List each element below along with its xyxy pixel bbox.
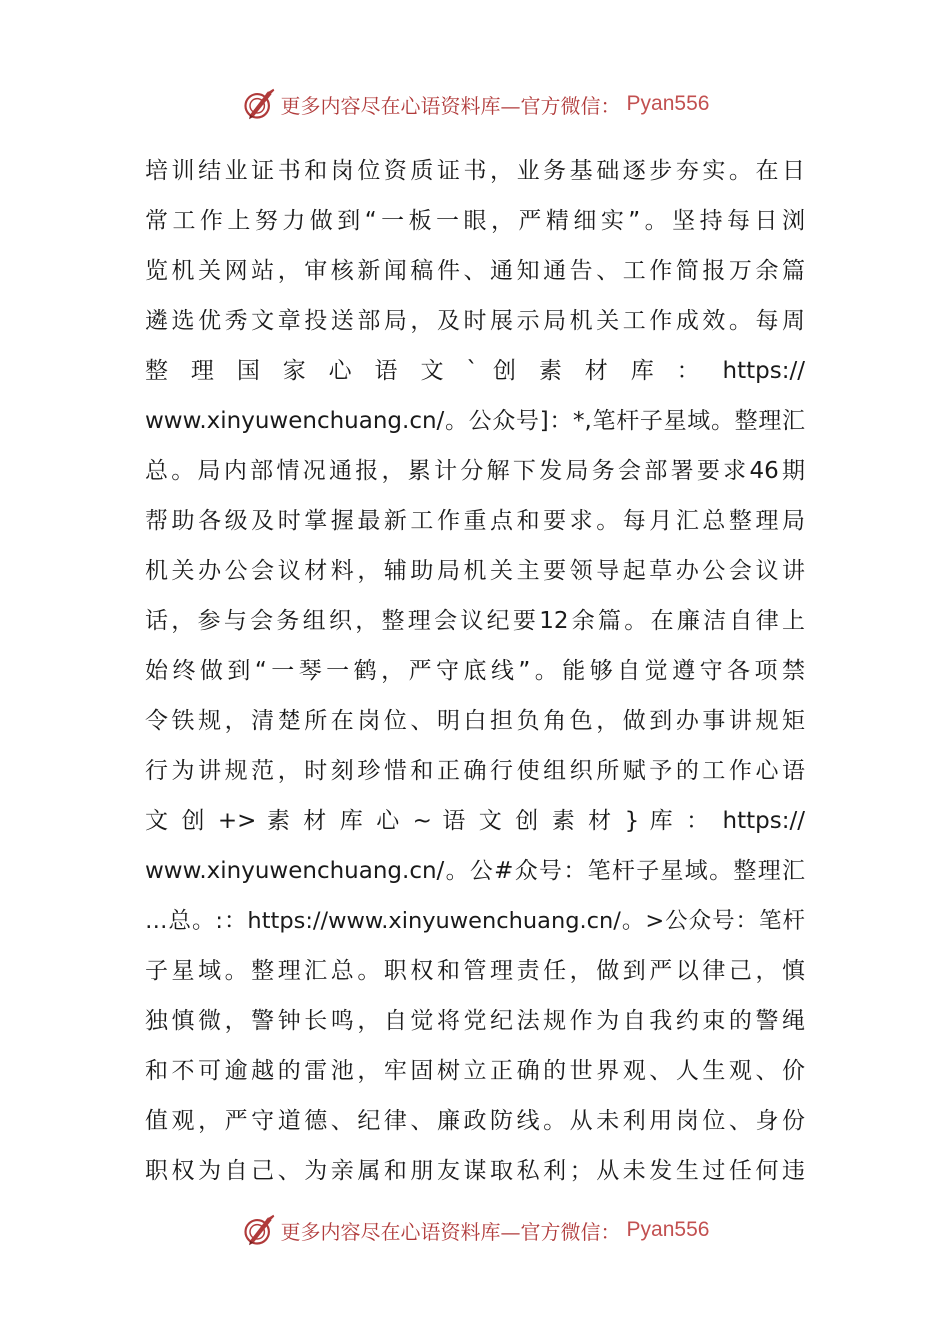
text-line: 令铁规，清楚所在岗位、明白担负角色，做到办事讲规矩 — [145, 708, 805, 734]
header-banner — [0, 84, 950, 124]
wechat-id: Pyan556 — [626, 1218, 710, 1241]
text-line: 帮助各级及时掌握最新工作重点和要求。每月汇总整理局 — [145, 508, 805, 534]
pen-logo-icon — [241, 1212, 277, 1248]
text-line: 子星域。整理汇总。职权和管理责任，做到严以律己，慎 — [145, 958, 805, 984]
text-line: 行为讲规范，时刻珍惜和正确行使组织所赋予的工作心语 — [145, 758, 805, 784]
text-line: 总。局内部情况通报，累计分解下发局务会部署要求46期 — [145, 458, 805, 484]
text-line: 机关办公会议材料，辅助局机关主要领导起草办公会议讲 — [145, 558, 805, 584]
document-body — [145, 146, 805, 1196]
text-line: 览机关网站，审核新闻稿件、通知通告、工作简报万余篇 — [145, 258, 805, 284]
text-line: 和不可逾越的雷池，牢固树立正确的世界观、人生观、价 — [145, 1058, 805, 1084]
banner-slogan: 更多内容尽在心语资料库—官方微信： — [280, 1219, 621, 1244]
text-line: 培训结业证书和岗位资质证书，业务基础逐步夯实。在日 — [145, 158, 805, 184]
text-line: www.xinyuwenchuang.cn/。公#众号：笔杆子星域。整理汇 — [145, 858, 805, 884]
text-line: 常工作上努力做到“一板一眼，严精细实”。坚持每日浏 — [145, 208, 805, 234]
text-line: 值观，严守道德、纪律、廉政防线。从未利用岗位、身份 — [145, 1108, 805, 1134]
text-line: 独慎微，警钟长鸣，自觉将党纪法规作为自我约束的警绳 — [145, 1008, 805, 1034]
text-line: 始终做到“一琴一鹤，严守底线”。能够自觉遵守各项禁 — [145, 658, 805, 684]
text-line: …总。:：https://www.xinyuwenchuang.cn/。>公众号：笔杆 — [145, 908, 805, 934]
text-line: 整 理 国 家 心 语 文 ` 创 素 材 库 ： https:// — [145, 358, 805, 384]
text-line: 话，参与会务组织，整理会议纪要12余篇。在廉洁自律上 — [145, 608, 805, 634]
wechat-id: Pyan556 — [626, 92, 710, 115]
pen-logo-icon — [241, 86, 277, 122]
text-line: 文 创 +> 素 材 库 心 ~ 语 文 创 素 材 } 库 ： https:// — [145, 808, 805, 834]
banner-slogan: 更多内容尽在心语资料库—官方微信： — [280, 93, 621, 118]
text-line: 遴选优秀文章投送部局，及时展示局机关工作成效。每周 — [145, 308, 805, 334]
text-line: www.xinyuwenchuang.cn/。公众号]：*,笔杆子星域。整理汇 — [145, 408, 805, 434]
text-line: 职权为自己、为亲属和朋友谋取私利；从未发生过任何违 — [145, 1158, 805, 1184]
footer-banner — [0, 1210, 950, 1250]
